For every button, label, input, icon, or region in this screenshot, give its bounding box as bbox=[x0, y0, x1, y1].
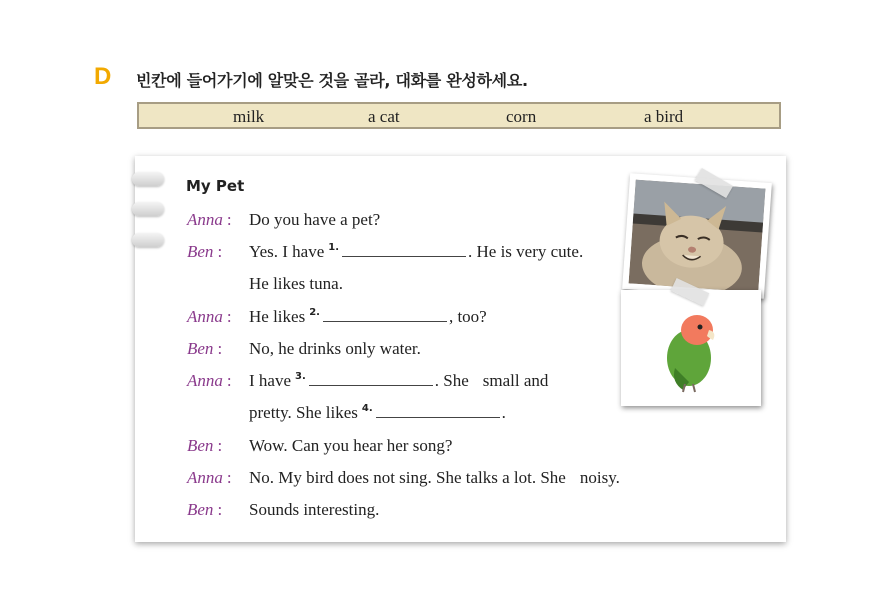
speaker-label: Ben : bbox=[187, 500, 223, 519]
blank-number: 4. bbox=[361, 403, 373, 415]
speaker-label: Anna : bbox=[187, 468, 232, 487]
cat-illustration bbox=[629, 180, 766, 293]
dialogue-text: pretty. She likes $^{4.}$ . bbox=[249, 403, 506, 422]
binder-ring bbox=[132, 172, 164, 186]
dialogue-text: He likes tuna. bbox=[249, 274, 343, 293]
cat-photo bbox=[622, 173, 772, 299]
blank-number: 2. bbox=[309, 307, 320, 319]
dialogue-text: Sounds interesting. bbox=[249, 500, 380, 519]
word-bank-item: a bird bbox=[644, 107, 684, 126]
section-letter: D bbox=[94, 63, 112, 90]
word-bank-item: milk bbox=[233, 107, 265, 126]
word-bank-item: corn bbox=[506, 107, 537, 126]
blank-number: 1. bbox=[328, 242, 340, 254]
dialogue-text: Yes. I have $^{1.}$ . He is very cute. bbox=[249, 242, 584, 261]
dialogue-text: Wow. Can you hear her song? bbox=[249, 436, 453, 455]
dialogue-text: He likes $^{2.}$ , too? bbox=[249, 307, 487, 326]
dialogue-text: Do you have a pet? bbox=[249, 210, 381, 229]
blank-number: 3. bbox=[295, 371, 306, 383]
answer-blank-4[interactable] bbox=[376, 403, 500, 418]
dialogue-card bbox=[135, 156, 786, 542]
bird-illustration bbox=[627, 296, 755, 400]
dialogue-text: No. My bird does not sing. She talks a lot. She noisy. bbox=[249, 468, 620, 487]
speaker-label: Ben : bbox=[187, 242, 223, 261]
word-bank-item: a cat bbox=[368, 107, 400, 126]
answer-blank-1[interactable] bbox=[342, 242, 466, 257]
dialogue-text: No, he drinks only water. bbox=[249, 339, 421, 358]
bird-photo bbox=[621, 290, 761, 406]
instruction-text: 빈칸에 들어가기에 알맞은 것을 골라, 대화를 완성하세요. bbox=[136, 71, 528, 90]
answer-blank-2[interactable] bbox=[323, 307, 447, 322]
binder-ring bbox=[132, 233, 164, 247]
word-bank bbox=[137, 102, 781, 129]
speaker-label: Ben : bbox=[187, 339, 223, 358]
speaker-label: Anna : bbox=[187, 371, 232, 390]
dialogue-text: I have $^{3.}$ . She small and bbox=[249, 371, 549, 390]
speaker-label: Anna : bbox=[187, 210, 232, 229]
answer-blank-3[interactable] bbox=[309, 371, 433, 386]
speaker-label: Ben : bbox=[187, 436, 223, 455]
card-title: My Pet bbox=[186, 177, 245, 195]
speaker-label: Anna : bbox=[187, 307, 232, 326]
binder-ring bbox=[132, 202, 164, 216]
